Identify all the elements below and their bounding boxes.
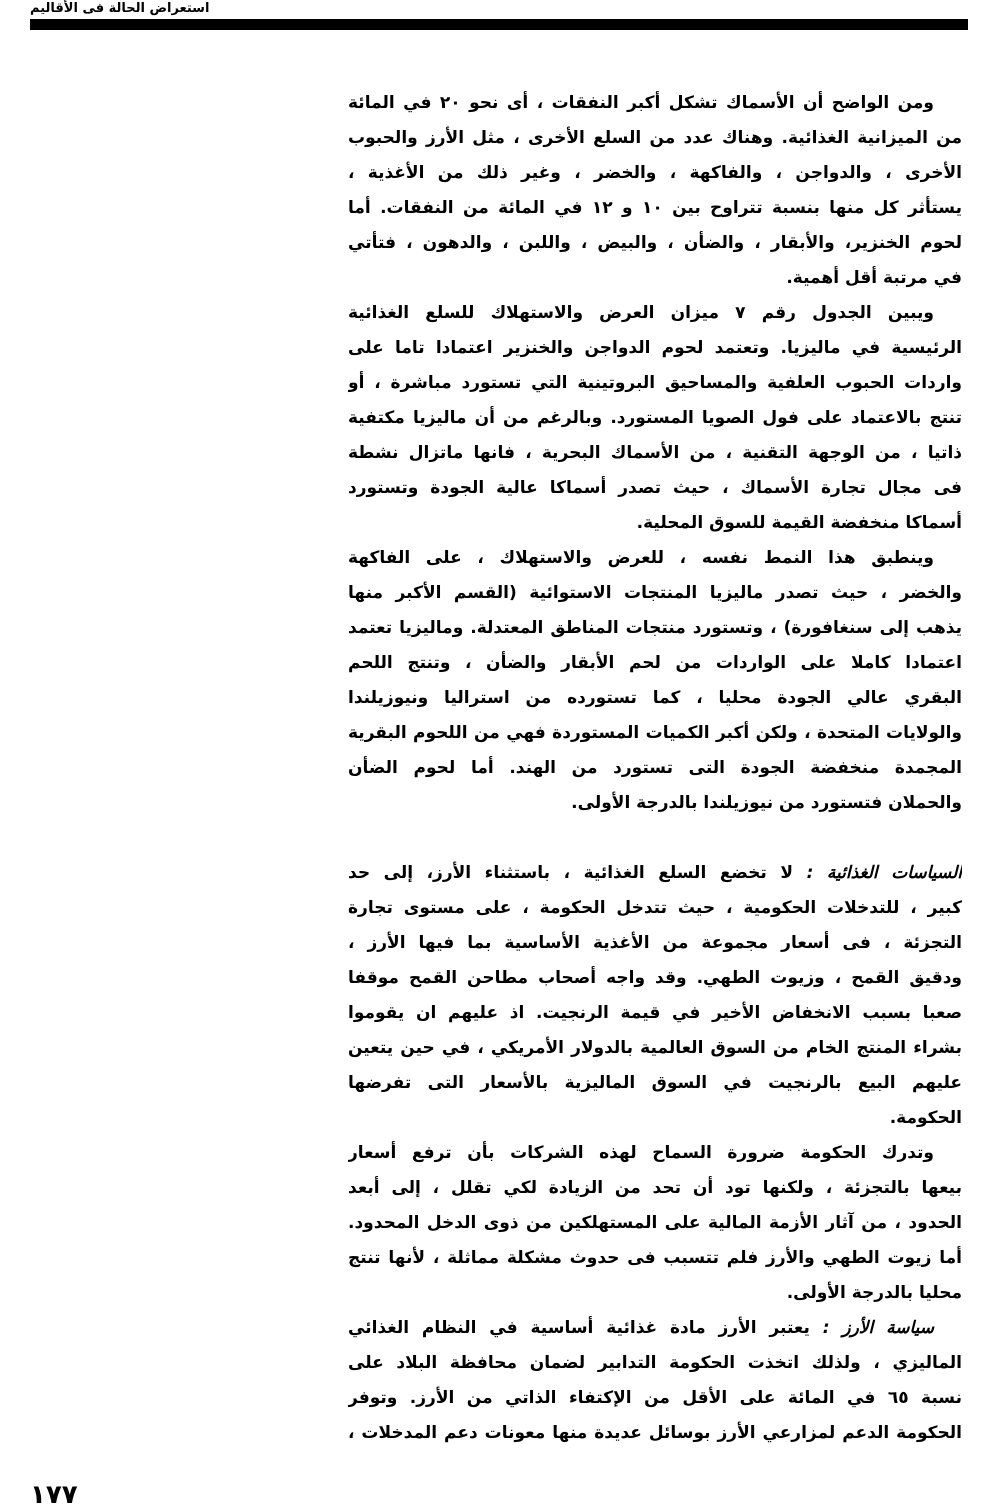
text-line: نسبة ٦٥ في المائة على الأقل من الإكتفاء الذاتي من الأرز. وتوفر [348,1388,962,1408]
paragraph-gap [348,821,962,856]
paragraph-rice-policy [348,1311,962,1451]
text-line: بشراء المنتج الخام من السوق العالمية بالدولار الأمريكي ، في حين يتعين [348,1038,962,1058]
text-line: والخضر ، حيث تصدر ماليزيا المنتجات الاستوائية (القسم الأكبر منها [348,583,962,603]
text-line: أما زيوت الطهي والأرز فلم تتسبب فى حدوث مشكلة مماثلة ، لأنها تنتج [348,1248,962,1268]
text-line: لا تخضع السلع الغذائية ، باستثناء الأرز، إلى حد [348,863,807,883]
text-line: الماليزي ، ولذلك اتخذت الحكومة التدابير لضمان محافظة البلاد على [348,1353,962,1373]
body-text [348,86,962,1451]
text-line: بيعها بالتجزئة ، ولكنها تود أن تحد من الزيادة لكي تقلل ، إلى أبعد [348,1178,962,1198]
text-line: يستأثر كل منها بنسبة تتراوح بين ١٠ و ١٢ في المائة من النفقات. أما [348,198,962,218]
text-line: لحوم الخنزير، والأبقار ، والضأن ، والبيض ، واللبن ، والدهون ، فتأتي [348,233,962,253]
text-line: يذهب إلى سنغافورة) ، وتستورد منتجات المناطق المعتدلة. وماليزيا تعتمد [348,618,962,638]
paragraph-fruit-vegetables-meat [348,541,962,821]
text-line: ويبين الجدول رقم ٧ ميزان العرض والاستهلاك للسلع الغذائية [348,303,935,323]
text-line: فى مجال تجارة الأسماك ، حيث تصدر أسماكا عالية الجودة وتستورد [348,478,962,498]
text-line: ذاتيا ، من الوجهة التقنية ، من الأسماك البحرية ، فانها ماتزال نشطة [348,443,962,463]
text-line: محليا بالدرجة الأولى. [786,1283,962,1303]
text-line: كبير ، للتدخلات الحكومية ، حيث تتدخل الحكومة ، على مستوى تجارة [348,898,962,918]
header-rule [30,19,968,30]
text-line: وينطبق هذا النمط نفسه ، للعرض والاستهلاك ، على الفاكهة [348,548,934,568]
text-line: البقري عالي الجودة محليا ، كما تستورده من استراليا ونيوزيلندا [348,688,962,708]
text-line: الحدود ، من آثار الأزمة المالية على المستهلكين من ذوى الدخل المحدود. [348,1213,962,1233]
text-line: والولايات المتحدة ، ولكن أكبر الكميات المستوردة فهي من اللحوم البقرية [348,723,962,743]
paragraph-fish-spending [348,86,962,296]
text-line: يعتبر الأرز مادة غذائية أساسية في النظام الغذائي [348,1318,823,1338]
text-line: الحكومة. [889,1108,962,1128]
text-line: التجزئة ، فى أسعار مجموعة من الأغذية الأساسية بما فيها الأرز ، [348,933,962,953]
text-line: ومن الواضح أن الأسماك تشكل أكبر النفقات ، أى نحو ٢٠ في المائة [348,93,934,113]
text-line: ودقيق القمح ، وزيوت الطهي. وقد واجه أصحاب مطاحن القمح موقفا [348,968,962,988]
text-line: واردات الحبوب العلفية والمساحيق البروتينية التي تستورد مباشرة ، أو [348,373,962,393]
page-number: ١٧٧ [30,1480,78,1510]
paragraph-retail-prices [348,1136,962,1311]
text-line: أسماكا منخفضة القيمة للسوق المحلية. [636,513,962,533]
text-line: صعبا بسبب الانخفاض الأخير في قيمة الرنجيت. اذ عليهم ان يقوموا [348,1003,962,1023]
text-line: والحملان فتستورد من نيوزيلندا بالدرجة الأولى. [571,793,962,813]
text-line: في مرتبة أقل أهمية. [786,268,962,288]
text-line: من الميزانية الغذائية. وهناك عدد من السلع الأخرى ، مثل الأرز والحبوب [348,128,962,148]
text-line: الحكومة الدعم لمزارعي الأرز بوسائل عديدة منها معونات دعم المدخلات ، [348,1423,962,1443]
text-line: الأخرى ، والدواجن ، والفاكهة ، والخضر ، وغير ذلك من الأغذية ، [348,163,962,183]
section-run-in-heading: سياسة الأرز : [822,1318,934,1338]
text-line: المجمدة منخفضة الجودة التى تستورد من الهند. أما لحوم الضأن [348,758,962,778]
text-line: تنتج بالاعتماد على فول الصويا المستورد. وبالرغم من أن ماليزيا مكتفية [348,408,962,428]
section-run-in-heading: السياسات الغذائية : [806,863,962,883]
text-line: عليهم البيع بالرنجيت في السوق الماليزية بالأسعار التى تفرضها [348,1073,962,1093]
running-head-title: استعراض الحالة فى الأقاليم [30,1,210,16]
text-line: اعتمادا كاملا على الواردات من لحم الأبقار والضأن ، وتنتج اللحم [348,653,962,673]
paragraph-supply-balance [348,296,962,541]
paragraph-food-policies [348,856,962,1136]
text-line: وتدرك الحكومة ضرورة السماح لهذه الشركات بأن ترفع أسعار [348,1143,934,1163]
text-line: الرئيسية في ماليزيا. وتعتمد لحوم الدواجن والخنزير اعتمادا تاما على [348,338,962,358]
